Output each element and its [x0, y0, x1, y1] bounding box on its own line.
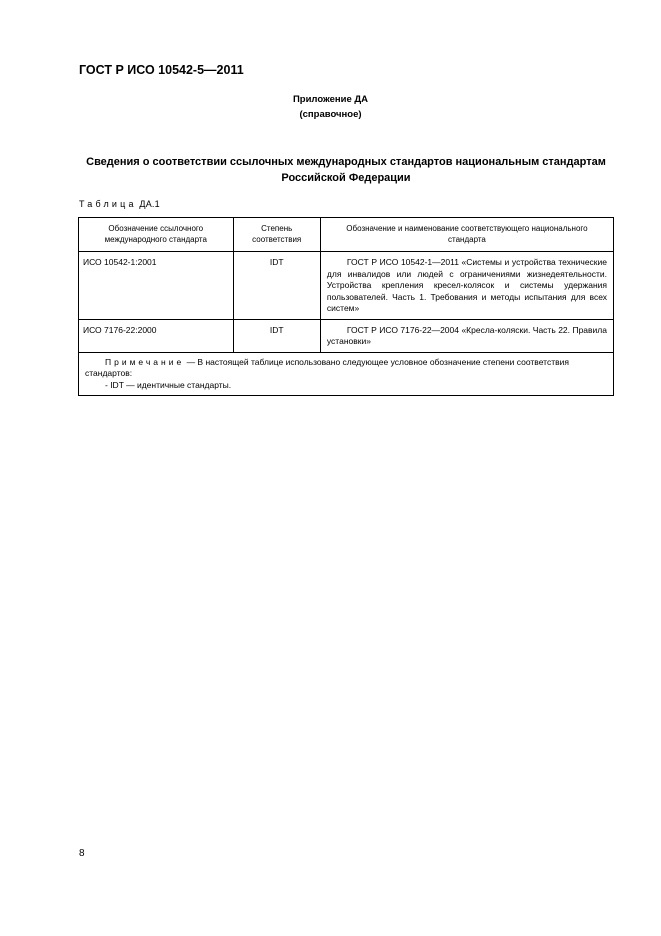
header-text: Обозначение и наименование соответствующего национального: [346, 224, 588, 233]
cell-description: [320, 319, 613, 352]
note-label: Примечание: [105, 356, 185, 367]
header-text: Степень: [261, 224, 293, 233]
section-title: [79, 154, 613, 186]
note-text: — В настоящей таблице использовано следующее условное обозначение степени соответствия стандартов:: [85, 356, 569, 378]
cell-code: ИСО 10542-1:2001: [79, 252, 234, 320]
header-degree: [233, 218, 320, 252]
correspondence-table: [78, 217, 614, 396]
note-item-text: - IDT — идентичные стандарты.: [105, 379, 232, 390]
header-national-standard: [320, 218, 613, 252]
cell-degree: IDT: [233, 252, 320, 320]
annex-title: Приложение ДА: [292, 94, 369, 105]
document-header: ГОСТ Р ИСО 10542-5—2011: [79, 63, 244, 77]
description-text: ГОСТ Р ИСО 10542-1—2011 «Системы и устройства технические для инвалидов или людей с ограничениями жизнедеятельности. Устройства крепления кресел-колясок и системы удержания пользователей. Часть 1. Требования и методы испытания для всех систем»: [326, 257, 607, 313]
header-text: Обозначение ссылочного: [108, 224, 204, 233]
header-reference-standard: [79, 218, 234, 252]
cell-description: [320, 252, 613, 320]
table-header-row: [79, 218, 614, 252]
table-row: [79, 319, 614, 352]
table-caption-number: ДА.1: [139, 199, 160, 209]
table-caption-label: Таблица: [79, 199, 137, 209]
header-text: соответствия: [252, 235, 302, 244]
cell-code: ИСО 7176-22:2000: [79, 319, 234, 352]
header-text: международного стандарта: [104, 235, 207, 244]
description-text: ГОСТ Р ИСО 7176-22—2004 «Кресла-коляски. Часть 22. Правила установки»: [326, 324, 607, 346]
table-row: [79, 252, 614, 320]
note-item: [85, 380, 607, 392]
note-paragraph: [85, 357, 607, 380]
table-note-row: [79, 352, 614, 396]
page-number: 8: [79, 848, 85, 859]
annex-subtitle: (справочное): [299, 109, 362, 120]
section-title-line1: Сведения о соответствии ссылочных международных стандартов национальным стандартам: [86, 156, 606, 168]
table-caption: [79, 199, 160, 209]
table-note: [79, 352, 614, 396]
section-title-line2: Российской Федерации: [281, 172, 411, 184]
header-text: стандарта: [448, 235, 486, 244]
cell-degree: IDT: [233, 319, 320, 352]
